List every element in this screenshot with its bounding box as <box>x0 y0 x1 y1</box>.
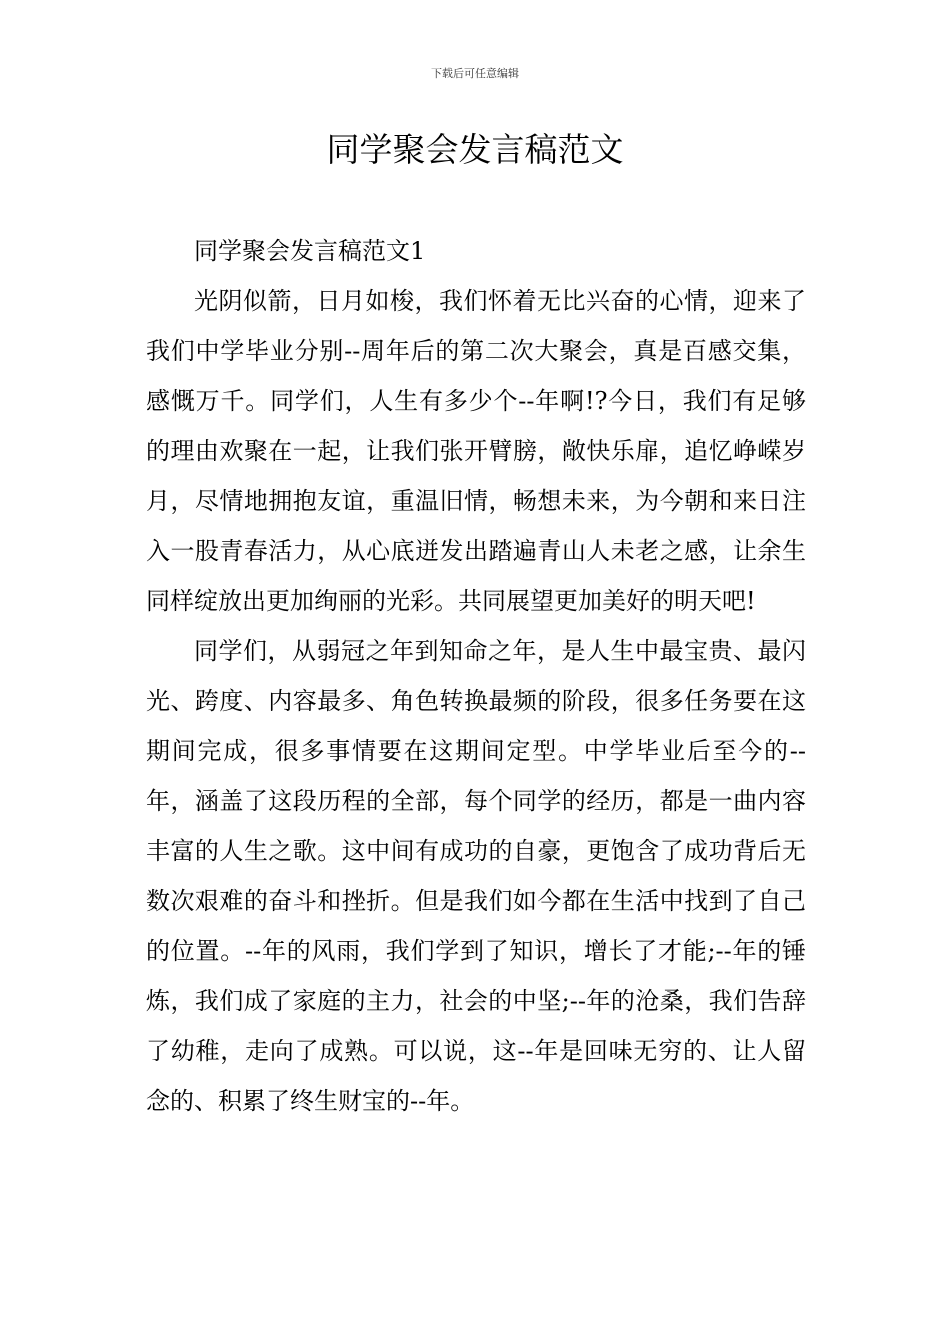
document-title: 同学聚会发言稿范文 <box>326 130 624 169</box>
header-note: 下载后可任意编辑 <box>431 67 519 80</box>
section-heading: 同学聚会发言稿范文1 <box>194 237 426 265</box>
paragraph-1: 光阴似箭，日月如梭，我们怀着无比兴奋的心情，迎来了我们中学毕业分别--周年后的第二次大聚会，真是百感交集，感慨万千。同学们，人生有多少个--年啊!?今日，我们有足够的理由欢聚在一起，让我们张开臂膀，敞快乐扉，追忆峥嵘岁月，尽情地拥抱友谊，重温旧情，畅想未来，为今朝和来日注入一股青春活力，从心底迸发出踏遍青山人未老之感，让余生同样绽放出更加绚丽的光彩。共同展望更加美好的明天吧! <box>146 287 806 615</box>
document-body <box>146 226 806 1126</box>
paragraph-2: 同学们，从弱冠之年到知命之年，是人生中最宝贵、最闪光、跨度、内容最多、角色转换最频的阶段，很多任务要在这期间完成，很多事情要在这期间定型。中学毕业后至今的--年，涵盖了这段历程的全部，每个同学的经历，都是一曲内容丰富的人生之歌。这中间有成功的自豪，更饱含了成功背后无数次艰难的奋斗和挫折。但是我们如今都在生活中找到了自己的位置。--年的风雨，我们学到了知识，增长了才能;--年的锤炼，我们成了家庭的主力，社会的中坚;--年的沧桑，我们告辞了幼稚，走向了成熟。可以说，这--年是回味无穷的、让人留念的、积累了终生财宝的--年。 <box>146 637 806 1115</box>
